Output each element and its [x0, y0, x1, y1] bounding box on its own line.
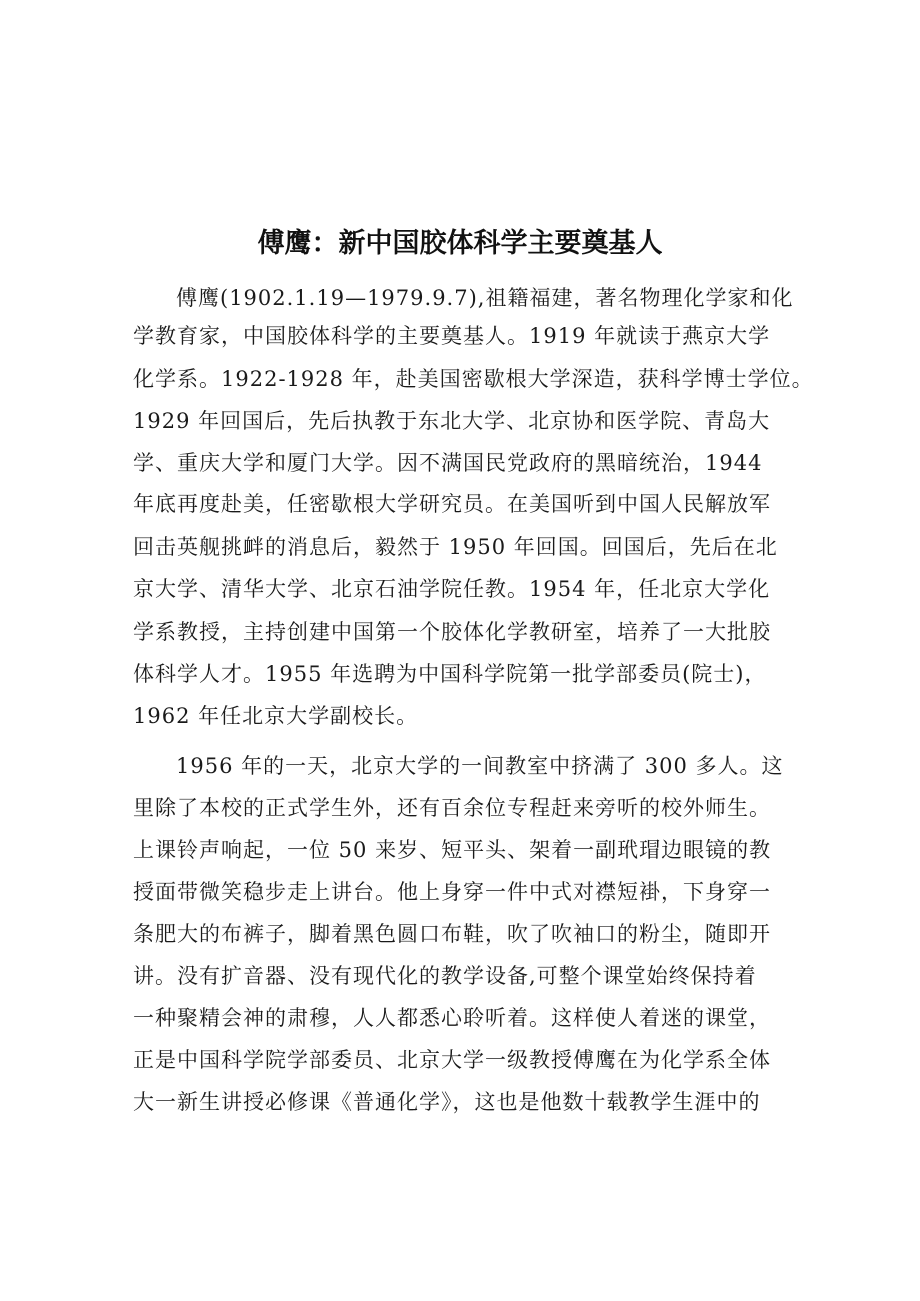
- paragraph-1-line-6: 年底再度赴美，任密歇根大学研究员。在美国听到中国人民解放军: [133, 492, 771, 516]
- paragraph-1-line-2: 学教育家，中国胶体科学的主要奠基人。1919 年就读于燕京大学: [133, 324, 771, 348]
- paragraph-2-line-9: 大一新生讲授必修课《普通化学》，这也是他数十载教学生涯中的: [133, 1090, 761, 1114]
- paragraph-2-line-7: 一种聚精会神的肃穆，人人都悉心聆听着。这样使人着迷的课堂，: [133, 1006, 771, 1030]
- paragraph-2-line-6: 讲。没有扩音器、没有现代化的教学设备,可整个课堂始终保持着: [133, 964, 757, 988]
- paragraph-1-line-7: 回击英舰挑衅的消息后，毅然于 1950 年回国。回国后，先后在北: [133, 535, 778, 559]
- paragraph-1-line-8: 京大学、清华大学、北京石油学院任教。1954 年，任北京大学化: [133, 577, 771, 601]
- document-title: 傅鹰：新中国胶体科学主要奠基人: [257, 228, 663, 259]
- paragraph-1-line-4: 1929 年回国后，先后执教于东北大学、北京协和医学院、青岛大: [133, 409, 771, 433]
- paragraph-2-line-1: 1956 年的一天，北京大学的一间教室中挤满了 300 多人。这: [176, 754, 784, 778]
- paragraph-1-line-5: 学、重庆大学和厦门大学。因不满国民党政府的黑暗统治，1944: [133, 451, 763, 475]
- paragraph-2-line-2: 里除了本校的正式学生外，还有百余位专程赶来旁听的校外师生。: [133, 796, 771, 820]
- paragraph-2-line-5: 条肥大的布裤子，脚着黑色圆口布鞋，吹了吹袖口的粉尘，随即开: [133, 922, 771, 946]
- paragraph-1-line-11: 1962 年任北京大学副校长。: [133, 704, 419, 728]
- paragraph-2-line-8: 正是中国科学院学部委员、北京大学一级教授傅鹰在为化学系全体: [133, 1048, 771, 1072]
- paragraph-1-line-3: 化学系。1922-1928 年，赴美国密歇根大学深造，获科学博士学位。: [133, 367, 814, 391]
- paragraph-1-line-1: 傅鹰(1902.1.19—1979.9.7),祖籍福建，著名物理化学家和化: [176, 286, 794, 310]
- paragraph-1-line-10: 体科学人才。1955 年选聘为中国科学院第一批学部委员(院士)，: [133, 662, 767, 686]
- paragraph-2-line-4: 授面带微笑稳步走上讲台。他上身穿一件中式对襟短褂，下身穿一: [133, 880, 771, 904]
- paragraph-1-line-9: 学系教授，主持创建中国第一个胶体化学教研室，培养了一大批胶: [133, 620, 771, 644]
- paragraph-2-line-3: 上课铃声响起，一位 50 来岁、短平头、架着一副玳瑁边眼镜的教: [133, 838, 772, 862]
